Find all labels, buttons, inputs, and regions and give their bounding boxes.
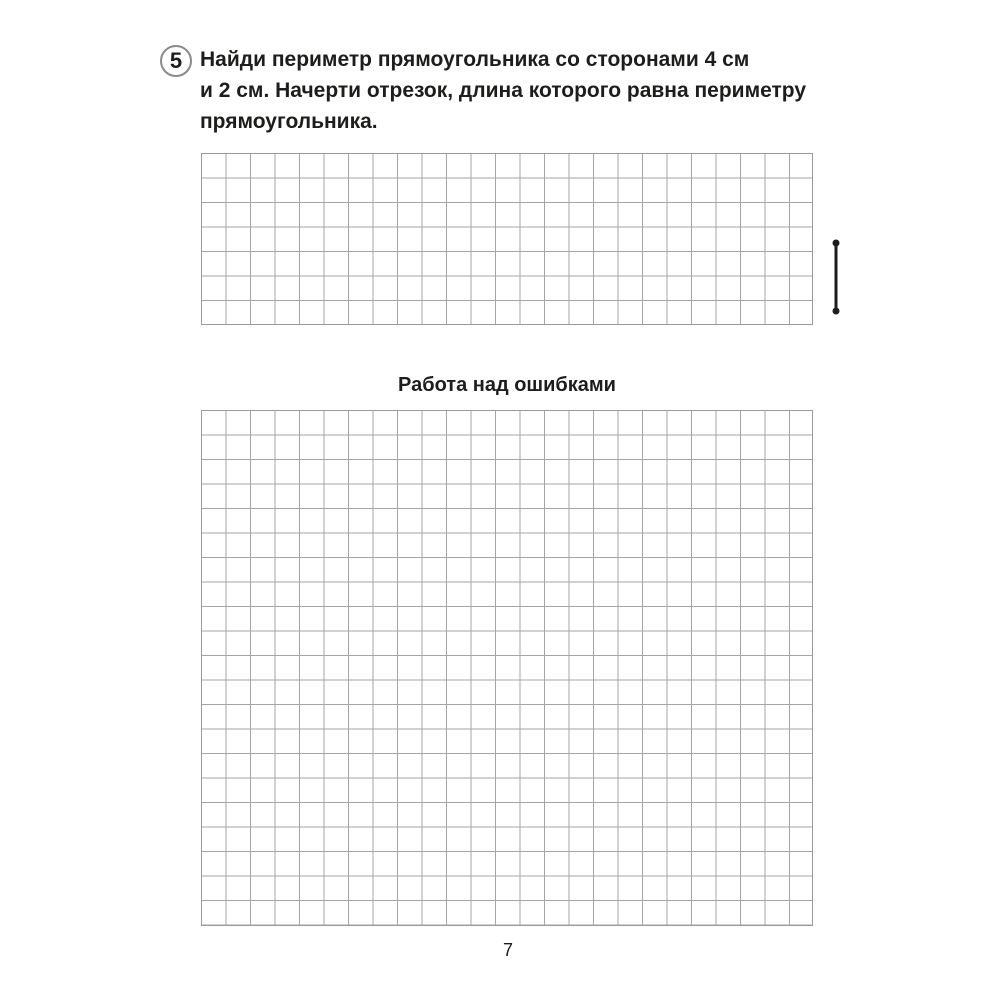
section-heading: Работа над ошибками (398, 374, 616, 396)
page-number: 7 (502, 940, 513, 960)
segment-sample (826, 238, 846, 316)
task-text-line: прямоугольника. (200, 110, 378, 133)
answer-grid (201, 153, 813, 325)
task-number-badge: 5 (160, 45, 192, 77)
task-text-line: Найди периметр прямоугольника со сторонами 4 см (200, 48, 750, 71)
task-text (200, 44, 812, 137)
error-correction-grid (201, 410, 813, 926)
task-text-line: и 2 см. Начерти отрезок, длина которого равна периметру (200, 79, 807, 102)
